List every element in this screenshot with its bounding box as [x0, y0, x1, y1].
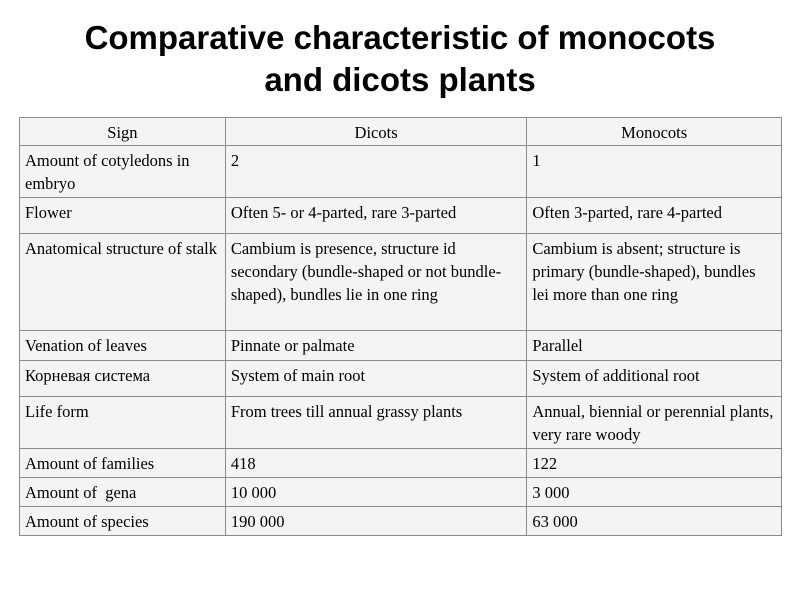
table-header-row: [20, 118, 782, 146]
monocots-cell: System of additional root: [527, 361, 782, 397]
table-row: [20, 146, 782, 198]
dicots-cell: From trees till annual grassy plants: [225, 397, 527, 449]
monocots-cell: 122: [527, 449, 782, 478]
table-row: [20, 397, 782, 449]
sign-cell: Amount of gena: [20, 478, 226, 507]
table-row: [20, 234, 782, 331]
comparison-table: [19, 117, 782, 536]
sign-cell: Flower: [20, 198, 226, 234]
sign-cell: Anatomical structure of stalk: [20, 234, 226, 331]
monocots-cell: Often 3-parted, rare 4-parted: [527, 198, 782, 234]
sign-cell: Корневая система: [20, 361, 226, 397]
monocots-cell: Cambium is absent; structure is primary (bundle-shaped), bundles lei more than one ring: [527, 234, 782, 331]
dicots-cell: Often 5- or 4-parted, rare 3-parted: [225, 198, 527, 234]
dicots-cell: 190 000: [225, 507, 527, 536]
sign-cell: Amount of families: [20, 449, 226, 478]
dicots-cell: System of main root: [225, 361, 527, 397]
table-row: [20, 507, 782, 536]
table-row: [20, 331, 782, 361]
column-header-monocots: Monocots: [527, 118, 782, 146]
monocots-cell: 3 000: [527, 478, 782, 507]
dicots-cell: 10 000: [225, 478, 527, 507]
dicots-cell: Pinnate or palmate: [225, 331, 527, 361]
sign-cell: Venation of leaves: [20, 331, 226, 361]
dicots-cell: Cambium is presence, structure id secondary (bundle-shaped or not bundle-shaped), bundles lie in one ring: [225, 234, 527, 331]
page-title: [0, 17, 800, 101]
table-row: [20, 198, 782, 234]
monocots-cell: 1: [527, 146, 782, 198]
column-header-dicots: Dicots: [225, 118, 527, 146]
table-row: [20, 449, 782, 478]
sign-cell: Life form: [20, 397, 226, 449]
monocots-cell: 63 000: [527, 507, 782, 536]
title-line-2: and dicots plants: [264, 61, 536, 98]
sign-cell: Amount of cotyledons in embryo: [20, 146, 226, 198]
table-row: [20, 478, 782, 507]
dicots-cell: 418: [225, 449, 527, 478]
monocots-cell: Parallel: [527, 331, 782, 361]
column-header-sign: Sign: [20, 118, 226, 146]
title-line-1: Comparative characteristic of monocots: [84, 19, 716, 56]
table-row: [20, 361, 782, 397]
monocots-cell: Annual, biennial or perennial plants, very rare woody: [527, 397, 782, 449]
sign-cell: Amount of species: [20, 507, 226, 536]
dicots-cell: 2: [225, 146, 527, 198]
